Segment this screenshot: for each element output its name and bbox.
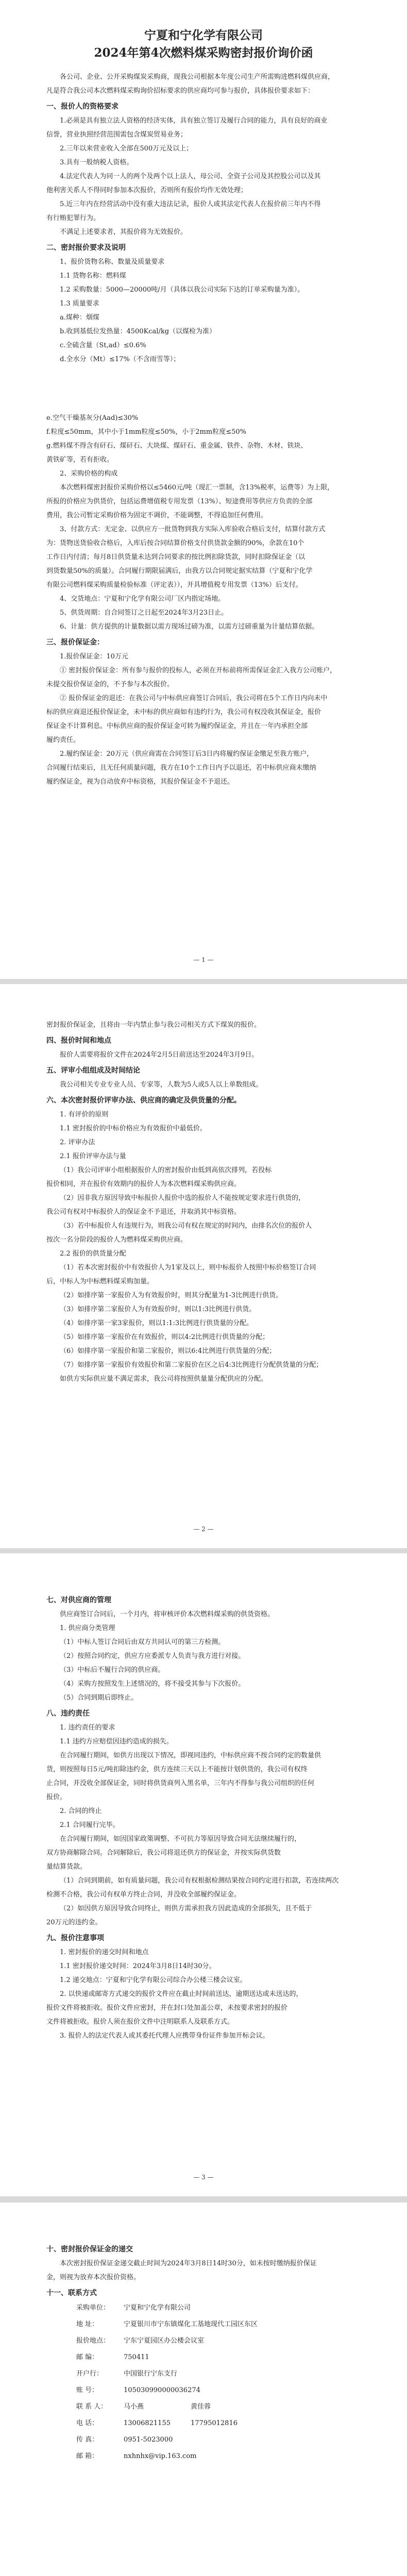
intro-line: 各公司、企业、公开采购煤炭采购商，现我公司根据本年度公司生产所需购进燃料煤供应商， [60, 73, 335, 81]
body-line: （2）如因供方原因导致合同终止，则供方需承担我方因此造成的全部损失，且不低于 [60, 1905, 312, 1912]
body-line: 1.必须是具有独立法人资格的经济实体，具有独立签订及履行合同的能力，具有良好的商业 [60, 117, 328, 125]
document-page-1 [0, 0, 407, 979]
body-line: （1）若本次密封报价中有效报价人为1家及以上，则中标报价人按照中标价格签订合同 [60, 1264, 316, 1272]
contact-label: 采购单位： [76, 2304, 110, 2312]
contact-label: 开户行： [76, 2370, 104, 2378]
body-line: 履约责任。 [46, 736, 80, 744]
contact-value: 宁夏和宁化学有限公司 [124, 2304, 191, 2312]
body-line: 金，则视为放弃本次报价资格。 [46, 2274, 141, 2281]
section-heading: 三、报价保证金： [46, 638, 104, 647]
body-line: 在合同履行期间，如因国家政策调整、不可抗力等原因导致合同无法继续履行的， [60, 1835, 301, 1843]
body-line: 1. 密封报价的递交时间和地点 [60, 1948, 149, 1956]
contact-row [46, 2335, 361, 2347]
body-line: 报价。 [46, 1793, 67, 1801]
contact-value: 中国银行宁东支行 [124, 2370, 178, 2378]
contact-label: 联 系 人： [76, 2403, 108, 2411]
contact-list [46, 2302, 361, 2462]
body-line: b.收到基低位发热量：4500Kcal/kg（以煤检为准） [60, 328, 216, 335]
body-line: 2. 合同的终止 [60, 1807, 102, 1815]
section-heading: 六、本次密封报价评审办法、供应商的确定及供货量的分配。 [46, 1096, 241, 1105]
body-line: （2）按照合同约定，供应方应委派专人负责与我方进行对接。 [60, 1652, 245, 1660]
body-line: 工作日内付清；每月8日供货量未达到合同要求的按比例扣除货款，同时扣除保证金（以 [46, 553, 306, 561]
body-line: （1）中标人签订合同后由双方共同认可的第三方检测。 [60, 1638, 225, 1646]
contact-label: 地 址： [76, 2320, 99, 2328]
body-line: 1. 违约责任的要求 [60, 1724, 115, 1732]
body-line: （3）若中标报价人有违规行为，则我公司有权在规定的时间内，由排名次位的报价人 [60, 1222, 312, 1230]
body-line: （3）如排序第二家报价人为有效报价时，则以1:3比例进行供货。 [60, 1306, 256, 1313]
body-line: 密封报价保证金，且将由一年内禁止参与我公司相关方式下煤炭的报价。 [46, 1021, 261, 1029]
section-heading: 十一、联系方式 [46, 2289, 97, 2297]
body-line: 2、采购价格的构成 [60, 470, 118, 478]
contact-value: nxhnhx@vip.163.com [124, 2452, 197, 2460]
contact-row [46, 2368, 361, 2380]
body-line: d.全水分（Mt）≤17%（不含雨雪等）； [60, 355, 180, 363]
body-line: 1.3 质量要求 [60, 300, 99, 308]
body-line: 报价相同，并在报价有效期内的报价人为本次燃料煤采购供应商。 [46, 1180, 241, 1188]
body-line: 报价人需要将报价文件在2024年2月5日前送达至2024年3月9日。 [60, 1051, 259, 1059]
body-line: （4）如排序第一家3家报价，则以1:1:3比例进行供货量的分配。 [60, 1319, 253, 1327]
body-line: e.空气干燥基灰分(Aad)≤30% [46, 414, 139, 422]
body-line: 6、计量：供方提供的计量数据以需方现场过磅为准，以需方过磅重量为计量结算依据。 [60, 623, 319, 631]
body-line: （2）如排序第一家报价人为有效报价时，则其分配量为1-3比例进行供货。 [60, 1292, 283, 1299]
body-line: 1.2 采购数量：5000—20000吨/月（具体以我公司实际下达的订单采购量为准）。 [60, 286, 304, 294]
contact-row [46, 2434, 361, 2446]
body-line: 1.2 递交地点：宁夏和宁化学有限公司综合办公楼三楼会议室。 [60, 1976, 247, 1984]
notice-title: 2024年第4次燃料煤采购密封报价询价函 [94, 46, 313, 60]
body-line: 止合同，并没收全部保证金，同时将供货商列入黑名单，三年内不得参与我公司组织的任何 [46, 1780, 315, 1787]
body-line: 3. 报价人的法定代表人或其委托代理人应携带身份证件参加开标会议。 [60, 2032, 269, 2040]
body-line: （3）中标后不履行合同的供应商。 [60, 1666, 165, 1674]
body-line: （2）因非我方原因导致中标报价人报价中选的报价人不能按规定要求进行供货的， [60, 1194, 306, 1202]
body-line: 他利害关系人不得同时参加本次报价，否则所有报价均作无效处理； [46, 187, 248, 194]
body-line: 信誉，营业执照经营范围需包含煤炭贸易业务； [46, 131, 188, 139]
body-line: 履约保证金，视为自动放弃中标资格，其报价保证金不予退还。 [46, 778, 234, 786]
page-number: — 2 — [193, 1526, 214, 1533]
body-line: 1.1 密封报价的中标价格应为有效报价中最低价。 [60, 1125, 207, 1132]
body-line: 4.法定代表人为同一人的两个及两个以上法人，母公司、全资子公司及其控股公司以及其 [60, 173, 321, 180]
contact-row [46, 2451, 361, 2462]
body-line: 1. 供应商分类管理 [60, 1624, 115, 1632]
section-heading: 十、密封报价保证金的递交 [46, 2245, 133, 2253]
contact-value: 宁东宁夏园区办公楼会议室 [124, 2337, 205, 2345]
body-line: 2.2 报价的供货量分配 [60, 1250, 126, 1258]
contact-label: 电 话： [76, 2419, 99, 2427]
body-line: 3.具有一般纳税人资格。 [60, 159, 133, 166]
contact-label: 账 号： [76, 2386, 99, 2394]
body-line: 合同履行结束后，且无任何质量问题，我方在10个工作日内予以退还，若中标供应商未缴纳 [46, 764, 316, 772]
body-line: （5）合同到期后即终止。 [60, 1694, 138, 1702]
section-heading: 一、报价人的资格要求 [46, 103, 118, 111]
body-line: 5.近三年内在经营活动中没有重大违法记录，报价人或其法定代表人在报价前三年内不得 [60, 200, 321, 208]
body-line: 如供方实际供应量不满足需求，我公司将按照供量量分配供应的分配。 [60, 1375, 268, 1383]
body-line: 本次燃料煤密封报价采购价格以≤5460元/吨（现汇一票制，含13%税率，运费等）为上限， [60, 484, 334, 492]
body-line: 后，中标人为中标燃料煤采购加量。 [46, 1278, 154, 1285]
body-line: 1.报价保证金：10万元 [60, 653, 128, 660]
contact-row [46, 2401, 361, 2413]
body-line: 5、供货周期：自合同签订之日起至2024年3月23日止。 [60, 609, 228, 617]
body-line: 为：货物送货验收合格后，入库后按合同结算价格支付供货款金额的90%，余款在10个 [46, 539, 304, 547]
body-line: 文件将被拒收。报价人须在报价文件中注明联系人及联系方式。 [46, 2018, 234, 2026]
contact-value: 13006821155 [124, 2419, 171, 2427]
body-line: 20万元的违约金。 [46, 1919, 102, 1926]
section-heading: 五、评审小组组成及时间结论 [46, 1066, 140, 1075]
body-line: ① 密封报价保证金：所有参与报价的投标人，必须在开标前将所需保证金汇入我方公司账户， [60, 667, 337, 674]
contact-row [46, 2418, 361, 2429]
contact-value: 105030990000036274 [124, 2386, 200, 2394]
contact-value-secondary: 黄佳蓉 [191, 2403, 211, 2411]
body-line: 按次一名分阶段的报价人为燃料煤采购供应商。 [46, 1236, 188, 1244]
body-line: 量结算货款。 [46, 1863, 87, 1871]
body-line: （6）如排序第一家报价和第二家报价，则以6:4比例进行供货量的分配； [60, 1347, 276, 1355]
contact-label: 报价地点： [76, 2337, 110, 2345]
body-line: f.粒度≤50mm，其中小于1mm粒度≤50%，小于2mm粒度≤50% [46, 428, 246, 436]
body-line: （5）如排序第一家报价在有效报价，则以4:2比例进行供货量的分配； [60, 1333, 269, 1341]
body-line: 2.履约保证金：20万元（供应商需在合同签订后3日内将履约保证金缴足至我方账户， [60, 750, 314, 758]
body-line: 报价文件将被拒收。报价文件应密封，并在封口处加盖公章，未按要求密封的报价 [46, 2004, 288, 2012]
body-line: 在合同履行期间，如供方出现以下情况，即视同违约，中标供应商不按合同约定的数量供 [60, 1752, 321, 1759]
body-line: 供应商签订合同后，一个月内，将审核评价本次燃料煤采购的供货资格。 [60, 1611, 275, 1618]
document-page-2 [0, 984, 407, 1548]
body-line: 所报的价格应为供货价，包括运费增值税专用发票（13%）、短途费用等供应方负责的全部 [46, 498, 313, 505]
body-line: （4）采购方按照发生上述情况的，将不接受其参与下次报价。 [60, 1680, 245, 1688]
document-page-4 [0, 2202, 407, 2576]
body-line: 标的供应商退还报价保证金，未中标的供应商如有违约行为，我公司有权没收其保证金，报价 [46, 708, 321, 716]
body-line: 黄铁矿等，若有拒收。 [46, 456, 114, 464]
body-line: 2. 以快递或邮寄方式递交的报价文件应在截止时间前送达，逾期送达或未送达的， [60, 1990, 303, 1998]
body-line: 双方协商解除合同。合同解除后，我公司将退还供方的保证金，并按实际供货数 [46, 1849, 281, 1857]
section-heading: 二、密封报价要求及说明 [46, 244, 126, 252]
body-line: 1.1 货物名称：燃料煤 [60, 272, 126, 280]
body-line: 2.1 报价评审办法与量 [60, 1153, 126, 1160]
body-line: g.燃料煤不得含有矸石、煤矸石、大块煤、煤矸石、重金属、铁件、杂物、木材、铁块、 [46, 442, 308, 450]
contact-value: 马小燕 [124, 2403, 144, 2411]
contact-row [46, 2385, 361, 2396]
body-line: （1）我公司评审小组根据报价人的密封报价由低到高依次排列，若投标 [60, 1166, 272, 1174]
body-line: 4、交货地点：宁夏和宁化学有限公司厂区内指定场地。 [60, 595, 225, 603]
body-line: 检测不合格，我公司有权单方终止合同，并没收全部履约保证金。 [46, 1891, 241, 1899]
body-line: 费用，我公司暂定采购价格为固定不调价，不能调整，不得追加任何费用。 [46, 512, 268, 519]
contact-row [46, 2302, 361, 2314]
body-line: 保证金不计算利息。中标供应商的报价保证金可转为履约保证金，并且在一年内承担全部 [46, 722, 308, 730]
body-line: 本次密封报价保证金递交截止时间为2024年3月8日14时30分，如未按时缴纳报价保证 [60, 2260, 317, 2267]
body-line: 2.三年以来营业收入全部在500万元及以上； [60, 145, 193, 152]
body-line: （7）如排序第一家报价有效报价和第二家报价在区之后4:3比例进行分配供货量的分配； [60, 1361, 323, 1369]
body-line: ② 报价保证金的退还：在我公司与中标供应商签订合同后，我公司将在5个工作日内向未中 [60, 694, 328, 702]
body-line: 3、付款方式：无定金、以供应方一批货物到我方实际入库验收合格后支付，结算付款方式 [60, 526, 326, 533]
body-line: 1.1 违约方应赔偿因违约造成的损失。 [60, 1738, 173, 1745]
contact-row [46, 2319, 361, 2330]
page-number: — 1 — [193, 956, 214, 963]
body-line: 1.1 密封报价递交时间：2024年3月8日14时30分。 [60, 1962, 216, 1970]
body-line: a.煤种：烟煤 [60, 314, 99, 321]
contact-label: 传 真： [76, 2436, 99, 2444]
body-line: 1、报价货物名称、数量及质量要求 [60, 258, 165, 266]
body-line: 到货数量50%的质量）。合同履行期限届满后，由我方以合同规定据实结算（宁夏和宁化学 [46, 567, 313, 575]
body-line: 2. 评审办法 [60, 1139, 95, 1146]
section-heading: 九、报价注意事项 [46, 1934, 104, 1942]
contact-value: 750411 [124, 2353, 149, 2361]
body-line: 有限公司燃料煤采购质量检验标准（评定表）），开具增值税专用发票（13%）后支付。 [46, 581, 302, 589]
section-heading: 八、违约责任 [46, 1709, 90, 1718]
body-line: 货，则按照每日5元/吨扣除违约金，供方连续三天以上不能按计划供货的，我公司有权终 [46, 1766, 308, 1773]
page-number: — 3 — [193, 2174, 214, 2181]
contact-value: 0951-5023000 [124, 2436, 173, 2444]
intro-line: 凡是符合我公司本次燃料煤采购询价招标要求的供应商均可参与报价，具体报价要求如下： [46, 87, 315, 95]
body-line: 2.1 合同履行完毕。 [60, 1821, 120, 1829]
body-line: c.全硫含量（St,ad）≤0.6% [60, 342, 146, 349]
contact-label: 邮 编： [76, 2353, 99, 2361]
body-line: 未提交报价保证金的，不予参与本次报价。 [46, 681, 174, 688]
body-line: 1. 有评价的原则 [60, 1111, 109, 1118]
body-line: （1）合同到期前，如有质量问题，我公司有权根据检测结果按合同约定进行扣款，若连续两次 [60, 1877, 339, 1885]
document-page-3 [0, 1553, 407, 2196]
section-heading: 七、对供应商的管理 [46, 1596, 111, 1604]
contact-row [46, 2352, 361, 2363]
contact-value: 宁夏银川市宁东镇煤化工基地现代工园区东区 [124, 2320, 258, 2328]
body-line: 我公司相关专业专业人员、专家等，人数为5人或5人以上单数组成。 [60, 1081, 263, 1089]
body-line: 不满足上述要求者，其报价将为无效报价。 [60, 228, 188, 236]
contact-value-secondary: 17795012816 [191, 2419, 238, 2427]
company-title: 宁夏和宁化学有限公司 [144, 28, 263, 42]
contact-label: 邮 箱： [76, 2452, 99, 2460]
body-line: 有行贿犯罪行为。 [46, 214, 100, 222]
section-heading: 四、报价时间和地点 [46, 1037, 111, 1045]
body-line: 我公司有权对中标报价人的保证金不予退还，并取消其中标资格。 [46, 1208, 241, 1216]
